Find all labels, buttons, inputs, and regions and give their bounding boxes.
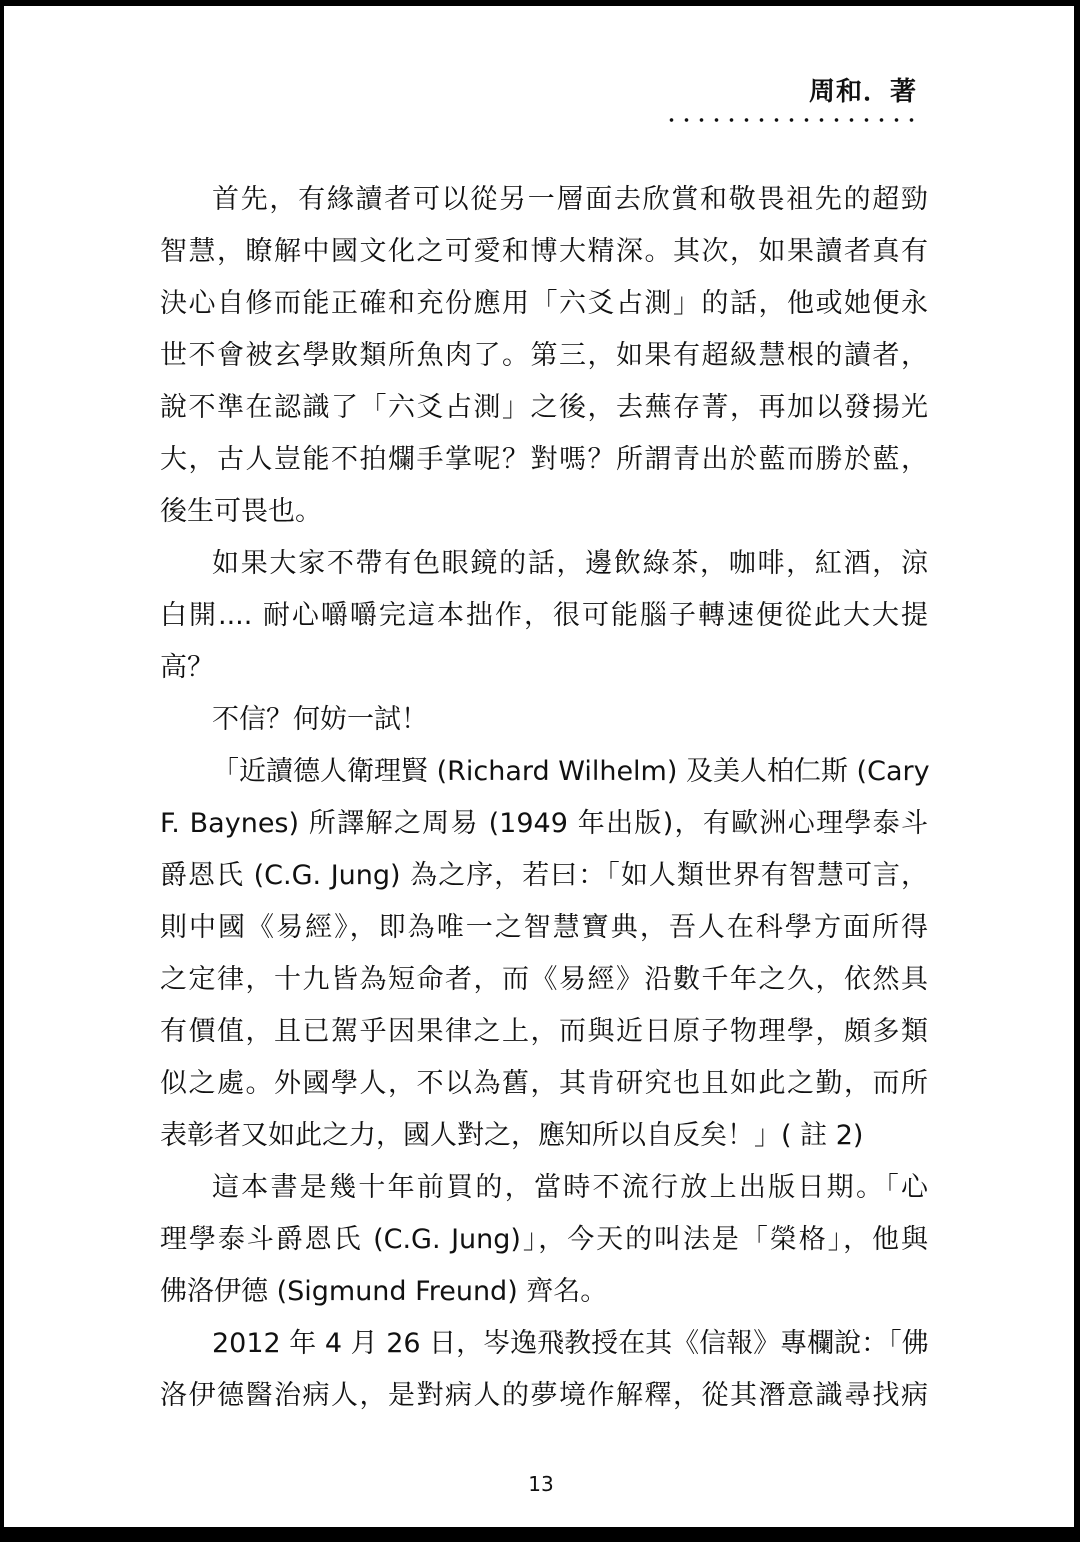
body-text (160, 174, 928, 1422)
text-line: 佛洛伊德 (Sigmund Freund) 齊名。 (160, 1276, 608, 1307)
text-line: 洛伊德醫治病人，是對病人的夢境作解釋，從其潛意識尋找病 (160, 1380, 928, 1411)
text-line: 表彰者又如此之力，國人對之，應知所以自反矣！」( 註 2) (160, 1120, 864, 1151)
text-line: F. Baynes) 所譯解之周易 (1949 年出版)，有歐洲心理學泰斗 (160, 808, 928, 839)
text-line: 似之處。外國學人，不以為舊，其肯研究也且如此之勤，而所 (160, 1068, 928, 1099)
text-line: 決心自修而能正確和充份應用「六爻占測」的話，他或她便永 (160, 288, 928, 319)
text-line: 2012 年 4 月 26 日，岑逸飛教授在其《信報》專欄說：「佛 (212, 1328, 929, 1359)
text-line: 智慧，瞭解中國文化之可愛和博大精深。其次，如果讀者真有 (160, 236, 928, 267)
text-line: 爵恩氏 (C.G. Jung) 為之序，若曰：「如人類世界有智慧可言， (160, 860, 928, 891)
text-line: 有價值，且已駕乎因果律之上，而與近日原子物理學，頗多類 (160, 1016, 928, 1047)
text-line: 之定律，十九皆為短命者，而《易經》沿數千年之久，依然具 (160, 964, 928, 995)
text-line: 理學泰斗爵恩氏 (C.G. Jung)」，今天的叫法是「榮格」，他與 (160, 1224, 928, 1255)
bottom-border-bar (0, 1527, 1080, 1542)
page-number: 13 (528, 1472, 554, 1496)
author-credit: 周和．著 (808, 77, 917, 107)
text-line: 這本書是幾十年前買的，當時不流行放上出版日期。「心 (212, 1172, 928, 1203)
text-line: 如果大家不帶有色眼鏡的話，邊飲綠茶，咖啡，紅酒，涼 (212, 548, 928, 579)
text-line: 大，古人豈能不拍爛手掌呢？對嗎？所謂青出於藍而勝於藍， (160, 444, 928, 475)
text-line: 說不準在認識了「六爻占測」之後，去蕪存菁，再加以發揚光 (160, 392, 928, 423)
text-line: 「近讀德人衛理賢 (Richard Wilhelm) 及美人柏仁斯 (Cary (212, 756, 930, 787)
text-line: 白開.... 耐心嚼嚼完這本拙作，很可能腦子轉速便從此大大提 (160, 600, 928, 631)
text-line: 不信？何妨一試！ (212, 704, 428, 735)
text-line: 首先，有緣讀者可以從另一層面去欣賞和敬畏祖先的超勁 (212, 184, 928, 215)
text-line: 後生可畏也。 (160, 496, 322, 527)
text-line: 世不會被玄學敗類所魚肉了。第三，如果有超級慧根的讀者， (160, 340, 928, 371)
header-dotted-rule (664, 117, 920, 123)
text-line: 高？ (160, 652, 214, 683)
page-header (809, 74, 917, 110)
text-line: 則中國《易經》，即為唯一之智慧寶典，吾人在科學方面所得 (160, 912, 928, 943)
book-page (0, 6, 1074, 1527)
